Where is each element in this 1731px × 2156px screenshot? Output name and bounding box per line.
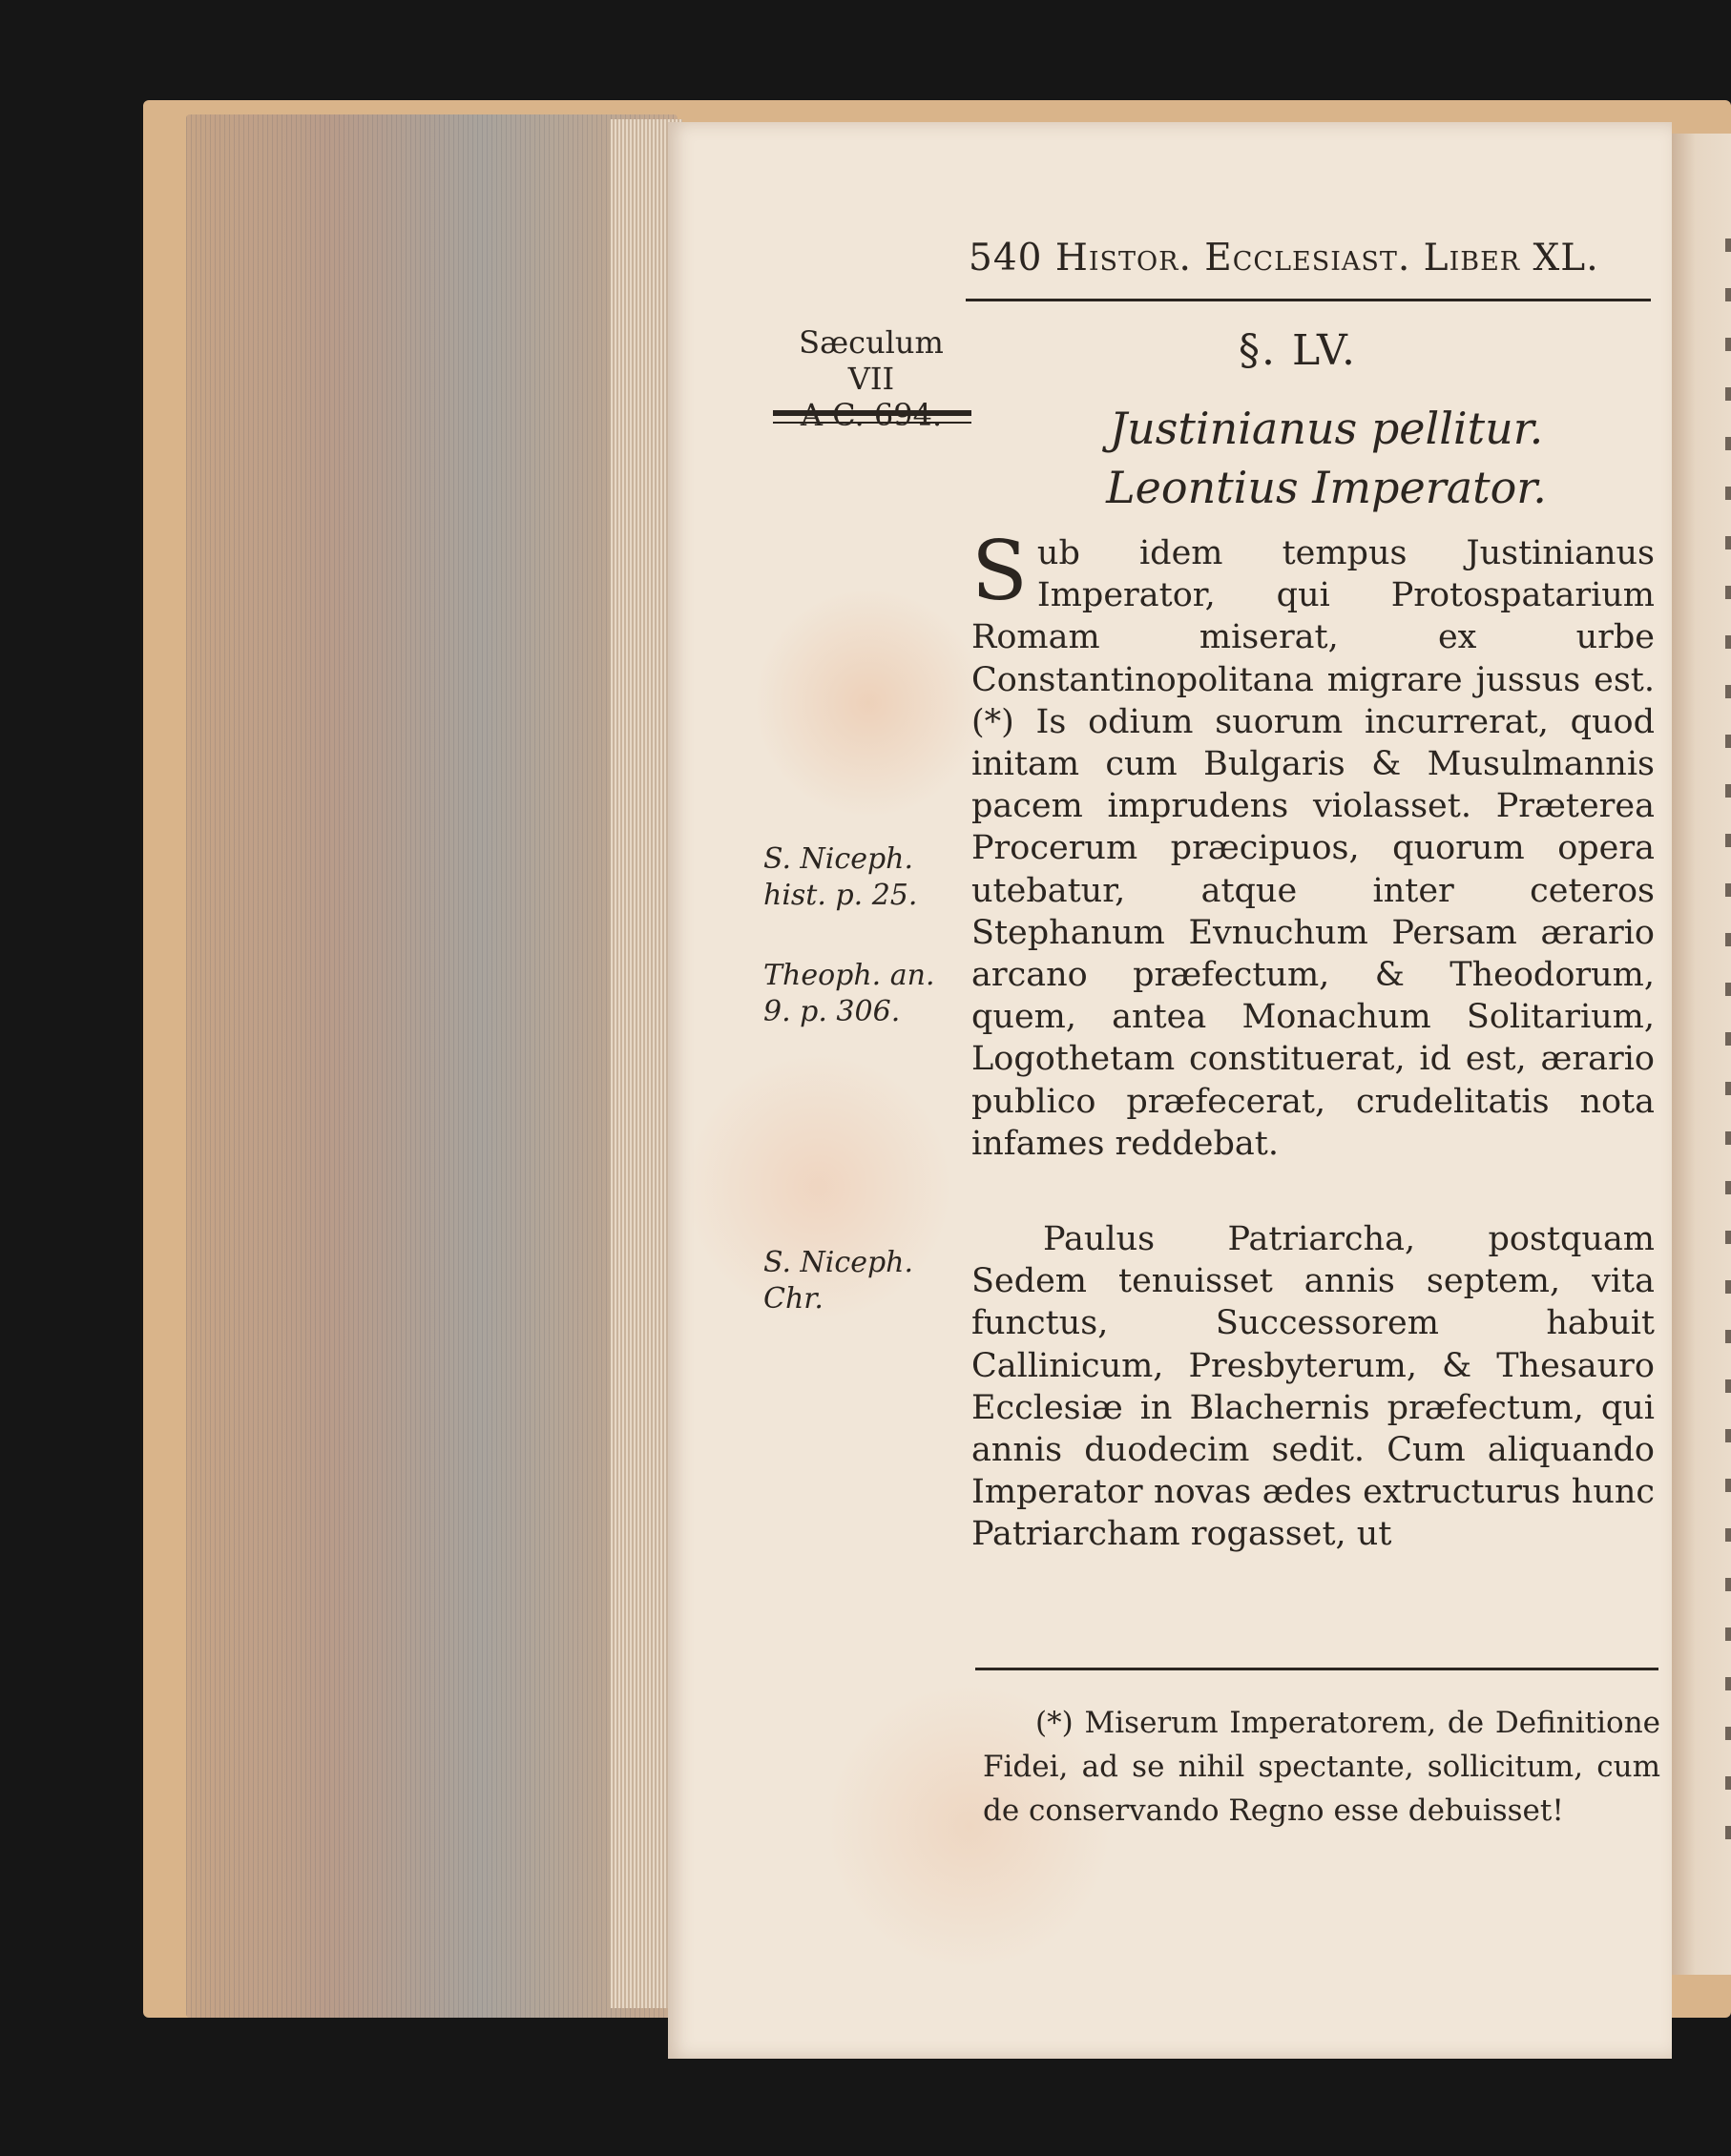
footnote-rule: [975, 1668, 1658, 1670]
facing-page-text-fragments: [1725, 238, 1731, 1860]
margin-note-line1: Sæculum VII: [799, 324, 944, 397]
page-edges: [186, 114, 678, 2018]
footnote: [983, 1701, 1660, 1833]
header-rule: [966, 299, 1651, 301]
body-text: [971, 524, 1655, 1556]
margin-rule: [773, 410, 971, 416]
paragraph-1-text: ub idem tempus Justinianus Imperator, qui Protospatarium Romam miserat, ex urbe Constantinopolitana migrare jussus est. (*) Is odium suorum incurrerat, quod initam cum Bulgaris & Musulmannis pacem imprudens violasset. Præterea Procerum præcipuos, quorum opera utebatur, atque inter ceteros Stephanum Evnuchum Persam ærario arcano præfectum, & Theodorum, quem, antea Monachum Solitarium, Logothetam constituerat, id est, ærario publico præfecerat, crudelitatis nota infames reddebat.: [971, 534, 1655, 1163]
margin-rule-thin: [773, 422, 971, 424]
paragraph-2: Paulus Patriarcha, postquam Sedem tenuisset annis septem, vita functus, Successorem habuit Callinicum, Presbyterum, & Thesauro Ecclesiæ in Blachernis præfectum, qui annis duodecim sedit. Cum aliquando Imperator novas ædes extructurus hunc Patriarcham rogasset, ut: [971, 1220, 1655, 1554]
running-head: [969, 237, 1599, 280]
drop-cap: S: [971, 524, 1028, 619]
margin-note-century: [771, 324, 971, 433]
side-reference-3-line1: S. Niceph.: [763, 1246, 914, 1279]
side-reference-3: [763, 1245, 954, 1317]
facing-page-sliver: [1672, 134, 1731, 1975]
side-reference-1: [763, 841, 954, 914]
side-reference-1-line1: S. Niceph.: [763, 842, 914, 876]
side-reference-3-line2: Chr.: [763, 1282, 824, 1316]
running-title: Histor. Ecclesiast. Liber XL.: [1054, 237, 1599, 280]
side-reference-2: [763, 958, 954, 1030]
paragraph-1: [971, 524, 1655, 1165]
page-number: 540: [969, 237, 1043, 280]
side-reference-1-line2: hist. p. 25.: [763, 879, 918, 912]
side-reference-2-line2: 9. p. 306.: [763, 995, 901, 1028]
footnote-text: (*) Miserum Imperatorem, de Definitione Fidei, ad se nihil spectante, sollicitum, cum de conservando Regno esse debuisset!: [983, 1706, 1660, 1828]
section-number: §. LV.: [1238, 326, 1358, 375]
side-reference-2-line1: Theoph. an.: [763, 959, 935, 992]
section-title: Justinianus pellitur. Leontius Imperator.: [1106, 403, 1547, 513]
